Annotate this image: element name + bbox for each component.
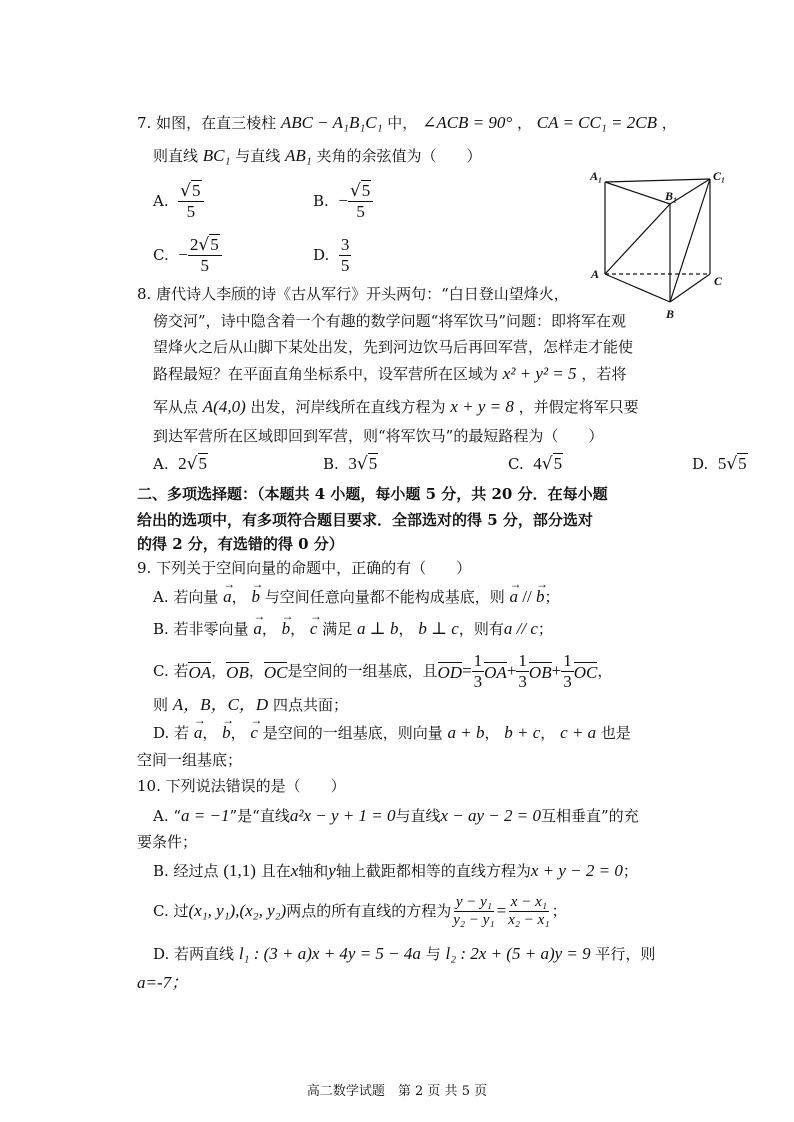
- label-c1: C₁: [713, 169, 726, 183]
- vector-c: → c: [250, 722, 258, 744]
- condition: a = −1: [181, 806, 230, 825]
- text: C. 过: [153, 902, 189, 920]
- text: 则: [153, 696, 169, 714]
- denominator: 3: [563, 671, 572, 691]
- vector-a: → a: [510, 586, 519, 608]
- vector-od: OD: [437, 662, 463, 682]
- vector-c: → c: [310, 618, 318, 640]
- text: ，若将: [581, 365, 627, 383]
- coefficient: 5: [717, 454, 727, 473]
- vector-a: → a: [223, 586, 232, 608]
- x-axis: x: [290, 861, 299, 880]
- prism-name: ABC − A₁B₁C₁: [280, 113, 383, 132]
- radicand: 5: [210, 234, 219, 254]
- denominator: 3: [518, 671, 527, 691]
- q10-stem: 10. 下列说法错误的是（ ）: [137, 777, 346, 795]
- q10-option-c[interactable]: [153, 890, 567, 932]
- q7-option-d[interactable]: [313, 232, 351, 278]
- text: ，: [597, 662, 613, 680]
- vector-ob: OB: [528, 662, 552, 682]
- page-footer: 高二数学试题 第 2 页 共 5 页: [306, 1084, 488, 1099]
- text: 且在: [260, 862, 291, 880]
- point-a: A(4,0): [202, 397, 246, 416]
- vector-oc: OC: [263, 662, 288, 682]
- numerator: x − x₁: [510, 893, 547, 910]
- q10-option-a-line2: 要条件；: [137, 833, 198, 851]
- perpendicular-ab: a ⊥ b: [357, 619, 399, 638]
- q9-option-a[interactable]: [153, 586, 560, 608]
- sum-ca: c + a: [560, 723, 597, 742]
- text: ，则有: [458, 620, 504, 638]
- text: 是空间的一组基底，则向量: [262, 724, 443, 742]
- denominator: 5: [186, 201, 196, 221]
- line-bc1: BC₁: [202, 146, 231, 165]
- q7-number: 7. 如图，在直三棱柱: [137, 114, 277, 132]
- numerator: 1: [518, 650, 527, 670]
- q9-option-d-line2: 空间一组基底；: [137, 751, 243, 769]
- text: 满足: [322, 620, 353, 638]
- q9-stem: 9. 下列关于空间向量的命题中，正确的有（ ）: [137, 559, 472, 577]
- text: ，: [516, 114, 532, 132]
- q8-line1: 8. 唐代诗人李颀的诗《古从军行》开头两句：“白日登山望烽火，: [137, 285, 569, 303]
- text: B. 若非零向量: [153, 620, 249, 638]
- text: 也是: [600, 724, 631, 742]
- text: 轴和: [298, 862, 329, 880]
- vector-b: → b: [536, 586, 545, 608]
- perpendicular-bc: b ⊥ c: [418, 619, 459, 638]
- q10-option-d-line2: [137, 972, 188, 994]
- denominator: 5: [340, 255, 350, 275]
- line-l1: l₁ : (3 + a)x + 4y = 5 − 4a: [238, 944, 421, 963]
- coefficient: 4: [533, 454, 542, 473]
- fraction: [516, 651, 529, 692]
- line-equation-2: x − ay − 2 = 0: [440, 806, 541, 825]
- radicand: 5: [361, 180, 371, 200]
- q8-option-a[interactable]: A. 2√5: [153, 454, 207, 474]
- edge-ab: [605, 274, 670, 302]
- vector-oa: OA: [484, 662, 507, 682]
- q9-option-c[interactable]: C. 若 OA ， OB ， OC 是空间的一组基底，且 OD = $\frac{1}{3}$ OA + $\frac{1}{3}$ OB + $\frac{1}{3}$ OC ，: [153, 650, 613, 691]
- text: 夹角的余弦值为（ ）: [316, 147, 482, 165]
- circle-equation: x² + y² = 5: [502, 364, 577, 383]
- vector-b: → b: [222, 722, 231, 744]
- point: (1,1): [223, 861, 256, 880]
- coefficient: 2: [178, 454, 187, 473]
- option-label: A.: [153, 192, 169, 210]
- answer-value: a=-7；: [137, 973, 189, 992]
- q7-option-c[interactable]: [153, 232, 222, 278]
- text: ”是“直线: [229, 807, 290, 825]
- q7-option-a[interactable]: [153, 178, 204, 224]
- text: ，: [231, 588, 247, 606]
- fraction: [472, 651, 485, 692]
- length-condition: CA = CC₁ = 2CB: [536, 113, 657, 132]
- denominator: 3: [473, 671, 483, 691]
- radicand: 5: [192, 180, 201, 200]
- label-a: A: [591, 267, 600, 281]
- text: A. 若向量: [153, 588, 219, 606]
- sign: −: [338, 191, 348, 210]
- q8-line6: 到达军营所在区域即回到军营，则“将军饮马”的最短路程为（ ）: [153, 427, 604, 445]
- denominator: 5: [356, 201, 365, 221]
- denominator: 5: [200, 255, 210, 275]
- text: A. “: [153, 807, 182, 825]
- numerator: y − y₁: [455, 893, 492, 910]
- label-a1: A₁: [590, 169, 603, 183]
- q8-line5: [153, 396, 639, 418]
- edge-bc: [670, 274, 710, 302]
- option-label: A.: [153, 455, 169, 473]
- plus: +: [551, 661, 562, 680]
- line-equation: x + y − 2 = 0: [530, 861, 623, 880]
- edge-a1c1: [605, 179, 710, 182]
- text: 与直线: [235, 147, 281, 165]
- river-equation: x + y = 8: [450, 397, 514, 416]
- text: ；: [537, 620, 553, 638]
- text: 与直线: [395, 807, 441, 825]
- q10-option-a[interactable]: [153, 805, 639, 827]
- fraction: [561, 651, 574, 692]
- diagonal-ab1: [605, 204, 670, 274]
- q10-option-b[interactable]: [153, 860, 638, 882]
- fraction: [339, 235, 352, 276]
- text: D. 若: [153, 724, 190, 742]
- q8-line4: [153, 363, 626, 385]
- line-equation-1: a²x − y + 1 = 0: [289, 806, 396, 825]
- radicand: 5: [738, 454, 747, 473]
- denominator: x₂ − x₁: [508, 911, 550, 928]
- text: 出发，河岸线所在直线方程为: [250, 398, 446, 416]
- text: 互相垂直”的充: [540, 807, 639, 825]
- parallel-symbol: //: [518, 587, 536, 606]
- option-label: D.: [692, 455, 709, 473]
- text: 轴上截距都相等的直线方程为: [335, 862, 531, 880]
- q9-option-b[interactable]: B. 若非零向量 → a， → b， → c 满足 a ⊥ b， b ⊥ c，则有a // c；: [153, 618, 553, 640]
- denominator: y₂ − y₁: [453, 911, 495, 928]
- option-label: C.: [153, 246, 169, 264]
- vector-a: → a: [253, 618, 262, 640]
- vector-b: → b: [251, 586, 260, 608]
- points: A，B，C，D: [172, 695, 269, 714]
- vector-oa: OA: [188, 662, 212, 682]
- text: 军从点: [153, 398, 199, 416]
- fraction: $\frac{2√5}{5}$: [188, 235, 222, 276]
- radicand: 5: [368, 454, 378, 473]
- text: 是空间的一组基底，且: [287, 662, 438, 680]
- vector-b: → b: [282, 618, 291, 640]
- numerator: 1: [473, 650, 483, 670]
- sum-bc: b + c: [504, 723, 541, 742]
- y-axis: y: [328, 861, 336, 880]
- q8-line2: 傍交河”，诗中隐含着一个有趣的数学问题“将军饮马”问题：即将军在观: [153, 312, 627, 330]
- plus: +: [506, 661, 517, 680]
- option-label: B.: [323, 455, 339, 473]
- q8-option-d[interactable]: D. 5√5: [692, 454, 747, 474]
- numerator: 1: [563, 650, 572, 670]
- angle-condition: ∠ACB = 90°: [422, 113, 513, 132]
- option-label: B.: [313, 192, 329, 210]
- vector-oc: OC: [573, 662, 598, 682]
- line-l2: l₂ : 2x + (5 + a)y = 9: [445, 944, 591, 963]
- label-b: B: [666, 307, 675, 321]
- q8-line3: 望烽火之后从山脚下某处出发，先到河边饮马后再回军营，怎样走才能使: [153, 338, 634, 356]
- text: 则直线: [153, 147, 199, 165]
- coefficient: 2: [189, 234, 199, 254]
- text: ，并假定将军只要: [518, 398, 639, 416]
- section2-line3: 的得 2 分，有选错的得 0 分）: [137, 535, 344, 553]
- label-b1: B₁: [665, 189, 678, 203]
- radicand: 5: [198, 454, 207, 473]
- text: 与: [425, 945, 441, 963]
- fraction-y: [451, 894, 496, 929]
- vector-ob: OB: [226, 662, 249, 682]
- section2-line2: 给出的选项中，有多项符合题目要求．全部选对的得 5 分，部分选对: [137, 511, 593, 529]
- fraction: $\frac{√5}{5}$: [178, 181, 203, 222]
- text: 路程最短？在平面直角坐标系中，设军营所在区域为: [153, 365, 499, 383]
- edge-a1b1: [605, 182, 670, 204]
- parallel-ac: a // c: [503, 619, 538, 638]
- prism-figure: [585, 162, 745, 322]
- vector-a: → a: [194, 722, 203, 744]
- text: ；: [551, 902, 567, 920]
- text: ，: [661, 114, 677, 132]
- sum-ab: a + b: [447, 723, 485, 742]
- label-c: C: [714, 274, 723, 288]
- equals: =: [496, 901, 507, 920]
- text: 两点的所有直线的方程为: [286, 902, 452, 920]
- text: B. 经过点: [153, 862, 219, 880]
- text: C. 若: [153, 662, 189, 680]
- q7-option-b[interactable]: [313, 178, 373, 224]
- text: ；: [544, 588, 560, 606]
- q10-option-d[interactable]: [153, 943, 655, 965]
- text: ；: [622, 862, 638, 880]
- radicand: 5: [553, 454, 563, 473]
- q8-option-c[interactable]: C. 4√5: [508, 454, 563, 474]
- q8-option-b[interactable]: B. 3√5: [323, 454, 378, 474]
- equals: =: [462, 661, 472, 680]
- numerator: 3: [340, 234, 350, 254]
- option-label: C.: [508, 455, 524, 473]
- q7-line2: [153, 145, 482, 167]
- q7-line1: [137, 112, 677, 134]
- text: 四点共面；: [272, 696, 348, 714]
- line-ab1: AB₁: [285, 146, 312, 165]
- q9-option-d[interactable]: D. 若 → a， → b， → c 是空间的一组基底，则向量 a + b， b + c， c + a 也是: [153, 722, 631, 744]
- text: 与空间任意向量都不能构成基底，则: [264, 588, 505, 606]
- text: 中，: [387, 114, 418, 132]
- text: 平行，则: [595, 945, 656, 963]
- points: (x₁, y₁),(x₂, y₂): [188, 901, 287, 920]
- coefficient: 3: [348, 454, 357, 473]
- sign: −: [178, 245, 188, 264]
- section2-line1: 二、多项选择题：（本题共 4 小题，每小题 5 分，共 20 分．在每小题: [137, 485, 608, 503]
- text: D. 若两直线: [153, 945, 235, 963]
- fraction-x: [506, 894, 551, 929]
- fraction: $\frac{√5}{5}$: [348, 181, 373, 222]
- option-label: D.: [313, 246, 330, 264]
